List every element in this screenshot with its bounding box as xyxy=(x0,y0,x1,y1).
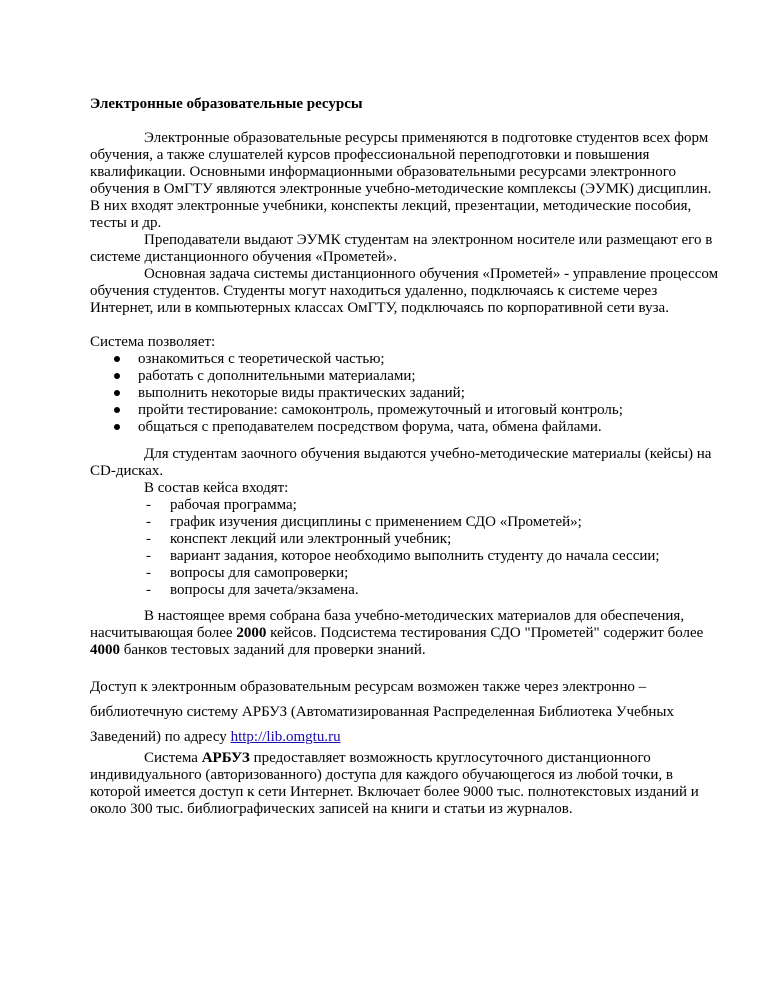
banks-count: 4000 xyxy=(90,642,120,658)
list-item: - рабочая программа; xyxy=(90,497,720,514)
list-item: выполнить некоторые виды практических заданий; xyxy=(90,385,720,402)
paragraph-arbuz xyxy=(90,750,720,818)
list-item: общаться с преподавателем посредством форума, чата, обмена файлами. xyxy=(90,419,720,436)
text-run: банков тестовых заданий для проверки знаний. xyxy=(120,642,426,658)
cases-count: 2000 xyxy=(236,625,267,641)
case-contents-list xyxy=(90,497,720,599)
paragraph-teachers: Преподаватели выдают ЭУМК студентам на электронном носителе или размещают его в системе дистанционного обучения «Прометей». xyxy=(90,232,713,265)
system-features-list xyxy=(90,351,720,436)
text-run: Доступ к электронным образовательным ресурсам возможен также через электронно – библиотечную систему АРБУЗ (Автоматизированная Распределенная Библиотека Учебных Заведений) по адресу xyxy=(90,679,674,745)
paragraph-database xyxy=(90,608,720,659)
list-item: ознакомиться с теоретической частью; xyxy=(90,351,720,368)
paragraph-eor: Электронные образовательные ресурсы применяются в подготовке студентов всех форм обучения, а также слушателей курсов профессиональной переподготовки и повышения квалификации. Основными информационными образовательными ресурсами электронного обучения в ОмГТУ являются электронные учебно-методические комплексы (ЭУМК) дисциплин. В них входят электронные учебники, конспекты лекций, презентации, методические пособия, тесты и др. xyxy=(90,130,712,231)
page-title: Электронные образовательные ресурсы xyxy=(90,96,363,112)
text-run: предоставляет возможность круглосуточного дистанционного индивидуального (авторизованного) доступа для каждого обучающегося из любой точки, в которой имеется доступ к сети Интернет. Включает более 9000 тыс. полнотекстовых изданий и около 300 тыс. библиографических записей на книги и статьи из журналов. xyxy=(90,750,699,817)
system-intro: Система позволяет: xyxy=(90,334,216,350)
list-item: пройти тестирование: самоконтроль, промежуточный и итоговый контроль; xyxy=(90,402,720,419)
list-item: - вопросы для зачета/экзамена. xyxy=(90,582,720,599)
paragraph-prometheus: Основная задача системы дистанционного обучения «Прометей» - управление процессом обучения студентов. Студенты могут находиться удаленно, подключаясь к системе через Интернет, или в компьютерных классах ОмГТУ, подключаясь по корпоративной сети вуза. xyxy=(90,266,719,316)
list-item: - вариант задания, которое необходимо выполнить студенту до начала сессии; xyxy=(90,548,720,565)
paragraph-correspondence: Для студентам заочного обучения выдаются учебно-методические материалы (кейсы) на CD-дисках. xyxy=(90,446,712,479)
paragraph-access xyxy=(90,675,720,750)
case-intro: В состав кейса входят: xyxy=(144,480,289,496)
list-item: работать с дополнительными материалами; xyxy=(90,368,720,385)
list-item: - конспект лекций или электронный учебник; xyxy=(90,531,720,548)
list-item: - график изучения дисциплины с применением СДО «Прометей»; xyxy=(90,514,720,531)
text-run: кейсов. Подсистема тестирования СДО "Прометей" содержит более xyxy=(266,625,704,641)
list-item: - вопросы для самопроверки; xyxy=(90,565,720,582)
arbuz-name: АРБУЗ xyxy=(201,750,250,766)
text-run: Система xyxy=(144,750,202,766)
library-link[interactable]: http://lib.omgtu.ru xyxy=(230,729,341,745)
text-run: В настоящее время собрана база учебно-методических материалов для обеспечения, насчитывающая более xyxy=(90,608,685,641)
